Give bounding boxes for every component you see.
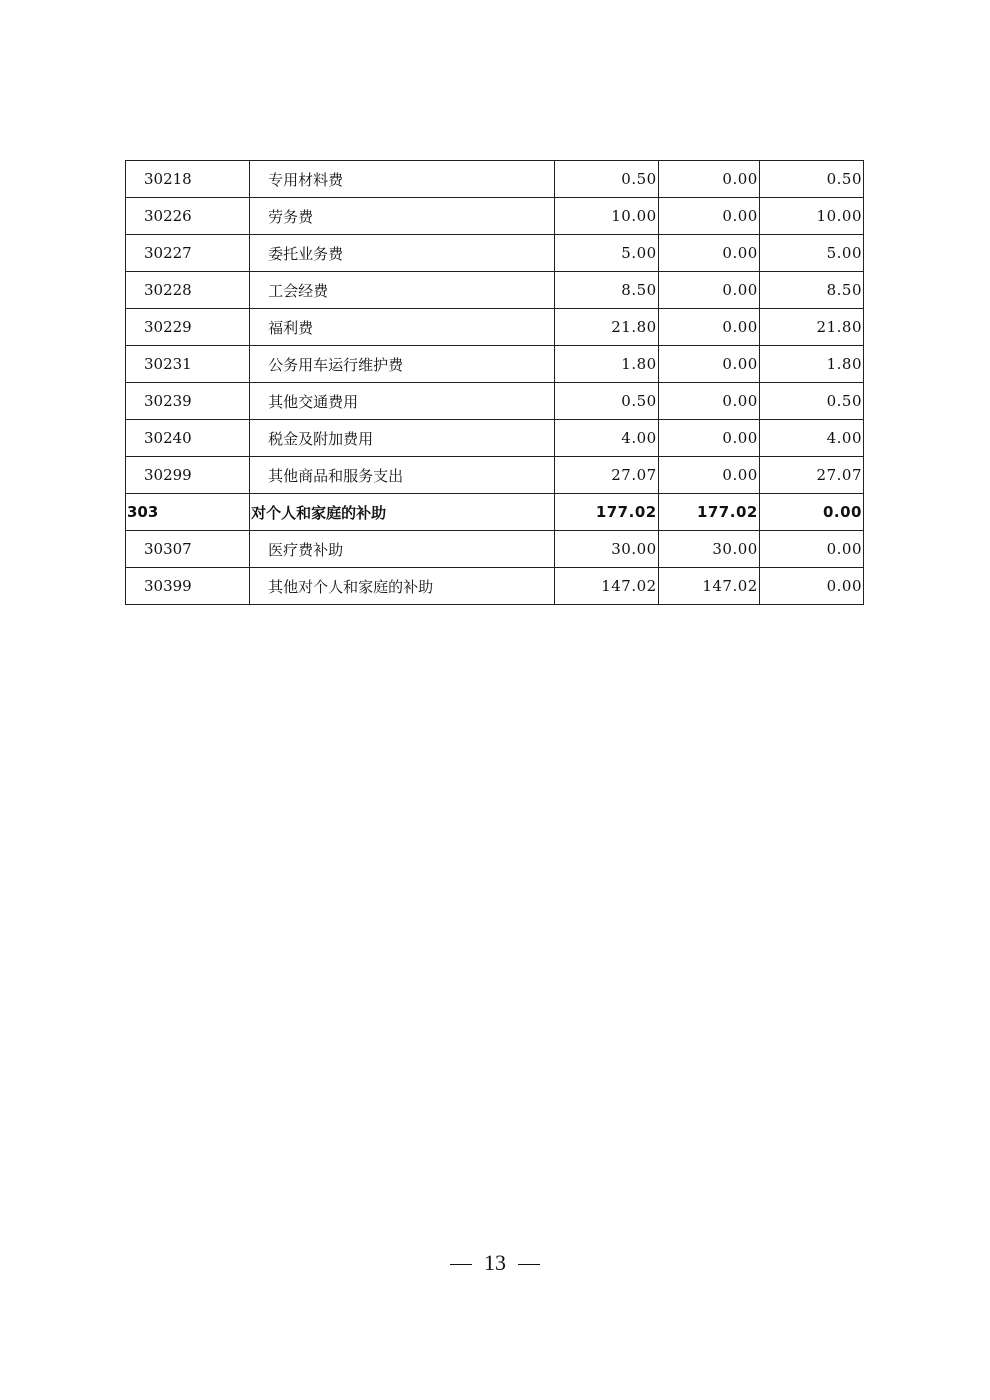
table-row [126, 161, 864, 198]
row-value-1: 1.80 [554, 346, 658, 383]
row-value-3: 10.00 [759, 198, 863, 235]
row-value-3: 0.00 [759, 494, 863, 531]
row-code: 30226 [126, 198, 250, 235]
table-row [126, 309, 864, 346]
row-code: 30299 [126, 457, 250, 494]
row-value-3: 4.00 [759, 420, 863, 457]
footer-dash-right [518, 1264, 540, 1265]
row-value-2: 0.00 [658, 346, 759, 383]
row-name: 公务用车运行维护费 [250, 346, 554, 383]
table-row [126, 235, 864, 272]
row-value-3: 5.00 [759, 235, 863, 272]
row-name: 委托业务费 [250, 235, 554, 272]
budget-table [125, 160, 864, 605]
row-name: 福利费 [250, 309, 554, 346]
row-value-2: 147.02 [658, 568, 759, 605]
row-value-1: 8.50 [554, 272, 658, 309]
row-code: 30218 [126, 161, 250, 198]
table-row [126, 272, 864, 309]
row-name: 劳务费 [250, 198, 554, 235]
table-row [126, 346, 864, 383]
row-value-1: 147.02 [554, 568, 658, 605]
row-value-2: 0.00 [658, 457, 759, 494]
row-code: 303 [126, 494, 250, 531]
row-value-1: 5.00 [554, 235, 658, 272]
row-code: 30228 [126, 272, 250, 309]
row-code: 30307 [126, 531, 250, 568]
row-value-1: 27.07 [554, 457, 658, 494]
row-value-2: 0.00 [658, 198, 759, 235]
row-value-3: 27.07 [759, 457, 863, 494]
page-footer [0, 1250, 990, 1276]
row-code: 30399 [126, 568, 250, 605]
row-name: 工会经费 [250, 272, 554, 309]
table-row [126, 198, 864, 235]
row-value-3: 0.00 [759, 531, 863, 568]
row-code: 30229 [126, 309, 250, 346]
row-value-2: 0.00 [658, 161, 759, 198]
row-name: 税金及附加费用 [250, 420, 554, 457]
row-value-2: 177.02 [658, 494, 759, 531]
table-row [126, 531, 864, 568]
row-code: 30231 [126, 346, 250, 383]
page-number: 13 [484, 1250, 506, 1275]
row-value-3: 21.80 [759, 309, 863, 346]
table-row [126, 457, 864, 494]
row-value-3: 1.80 [759, 346, 863, 383]
row-value-2: 0.00 [658, 420, 759, 457]
row-code: 30240 [126, 420, 250, 457]
table-row [126, 383, 864, 420]
row-value-3: 0.50 [759, 383, 863, 420]
row-code: 30227 [126, 235, 250, 272]
row-value-1: 177.02 [554, 494, 658, 531]
row-value-2: 0.00 [658, 272, 759, 309]
row-value-2: 30.00 [658, 531, 759, 568]
row-name: 专用材料费 [250, 161, 554, 198]
row-value-3: 0.00 [759, 568, 863, 605]
table-row [126, 568, 864, 605]
row-value-3: 8.50 [759, 272, 863, 309]
row-value-1: 21.80 [554, 309, 658, 346]
row-name: 其他对个人和家庭的补助 [250, 568, 554, 605]
table-row [126, 494, 864, 531]
row-value-1: 30.00 [554, 531, 658, 568]
row-value-1: 0.50 [554, 161, 658, 198]
row-value-2: 0.00 [658, 235, 759, 272]
row-value-2: 0.00 [658, 383, 759, 420]
row-value-1: 0.50 [554, 383, 658, 420]
row-name: 其他商品和服务支出 [250, 457, 554, 494]
footer-dash-left [450, 1264, 472, 1265]
row-value-1: 10.00 [554, 198, 658, 235]
table-body [126, 161, 864, 605]
row-name: 医疗费补助 [250, 531, 554, 568]
row-value-2: 0.00 [658, 309, 759, 346]
row-code: 30239 [126, 383, 250, 420]
table-row [126, 420, 864, 457]
row-name: 其他交通费用 [250, 383, 554, 420]
row-value-1: 4.00 [554, 420, 658, 457]
row-value-3: 0.50 [759, 161, 863, 198]
row-name: 对个人和家庭的补助 [250, 494, 554, 531]
